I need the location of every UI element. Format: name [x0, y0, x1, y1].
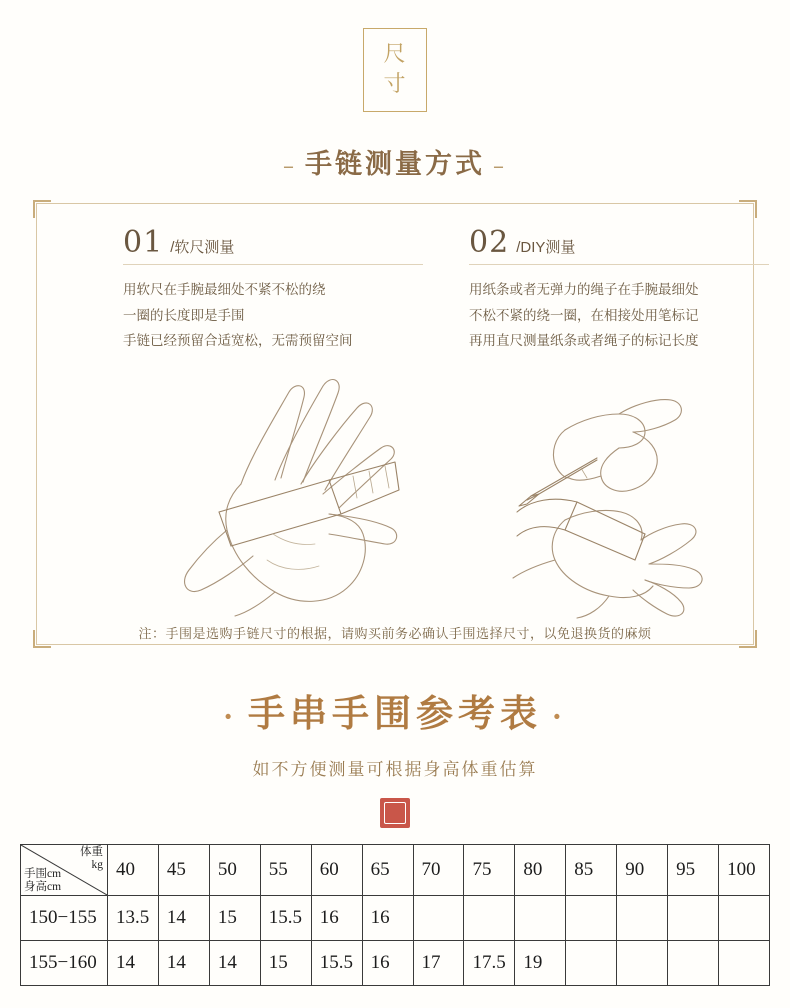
table-col-header: 60 [311, 845, 362, 896]
row-header-height: 150−155 [21, 896, 108, 941]
step-01 [123, 225, 423, 619]
panel-corner-bottom-right [739, 630, 757, 648]
table-cell [515, 896, 566, 941]
table-cell: 14 [158, 941, 209, 986]
table-cell: 15.5 [260, 896, 311, 941]
table-cell [719, 896, 770, 941]
table-cell: 15 [260, 941, 311, 986]
table-cell [617, 941, 668, 986]
table-col-header: 95 [668, 845, 719, 896]
title-dot-right: · [552, 700, 567, 733]
table-corner-header [21, 845, 108, 896]
section-title-text: 手链测量方式 [305, 149, 485, 180]
table-row [21, 941, 770, 986]
corner-label-wrist-unit: cm [47, 867, 62, 880]
steps-columns [67, 225, 723, 619]
table-col-header: 40 [108, 845, 159, 896]
table-col-header: 85 [566, 845, 617, 896]
table-cell [668, 896, 719, 941]
step-01-description [123, 277, 423, 354]
step-01-label: /软尺测量 [170, 238, 235, 256]
panel-corner-top-right [739, 200, 757, 218]
table-col-header: 80 [515, 845, 566, 896]
table-cell: 17 [413, 941, 464, 986]
table-cell [566, 941, 617, 986]
hand-with-tape-measure-illustration [123, 364, 423, 619]
table-cell [719, 941, 770, 986]
step-01-header [123, 225, 423, 265]
table-cell: 13.5 [108, 896, 159, 941]
table-col-header: 100 [719, 845, 770, 896]
step-02-description [469, 277, 769, 354]
panel-corner-bottom-left [33, 630, 51, 648]
chi-cun-seal [363, 28, 427, 112]
corner-label-wrist-text: 手围 [24, 867, 47, 880]
section-title-dash-right: – [493, 154, 507, 179]
section-title [0, 142, 790, 181]
table-cell: 16 [362, 896, 413, 941]
mini-seal-container [0, 798, 790, 828]
step-01-line-3: 手链已经预留合适宽松，无需预留空间 [123, 333, 353, 349]
reference-table-subtitle: 如不方便测量可根据身高体重估算 [252, 760, 538, 779]
step-01-number: 01 [123, 225, 164, 260]
section-title-dash-left: – [283, 154, 297, 179]
step-02-header [469, 225, 769, 265]
table-cell: 14 [158, 896, 209, 941]
measurement-panel [36, 203, 754, 645]
table-cell [464, 896, 515, 941]
table-cell: 17.5 [464, 941, 515, 986]
table-cell: 15.5 [311, 941, 362, 986]
table-cell [566, 896, 617, 941]
table-col-header: 75 [464, 845, 515, 896]
hand-with-paper-strip-and-pen-illustration [469, 364, 769, 619]
step-02 [469, 225, 769, 619]
corner-label-height-unit: cm [47, 880, 62, 893]
panel-corner-top-left [33, 200, 51, 218]
table-cell: 14 [209, 941, 260, 986]
step-01-line-1: 用软尺在手腕最细处不紧不松的绕 [123, 282, 326, 297]
corner-label-height-text: 身高 [24, 880, 47, 893]
table-cell [617, 896, 668, 941]
red-stamp-icon [380, 798, 410, 828]
step-02-line-3: 再用直尺测量纸条或者绳子的标记长度 [469, 333, 699, 349]
seal-char-1: 尺 [383, 42, 407, 68]
table-col-header: 55 [260, 845, 311, 896]
step-02-line-1: 用纸条或者无弹力的绳子在手腕最细处 [469, 282, 699, 297]
table-cell: 19 [515, 941, 566, 986]
header-seal-container [0, 0, 790, 112]
step-02-label: /DIY测量 [516, 238, 576, 256]
table-cell: 15 [209, 896, 260, 941]
table-col-header: 70 [413, 845, 464, 896]
size-reference-table [20, 844, 770, 986]
corner-label-weight-unit: kg [91, 859, 103, 872]
step-02-line-2: 不松不紧的绕一圈，在相接处用笔标记 [469, 307, 699, 323]
table-cell [413, 896, 464, 941]
step-02-number: 02 [469, 225, 510, 260]
seal-char-2: 寸 [383, 72, 407, 97]
size-reference-table-container [20, 844, 770, 986]
measurement-note: 注：手围是选购手链尺寸的根据，请购买前务必确认手围选择尺寸，以免退换货的麻烦 [138, 625, 652, 641]
reference-table-title [0, 683, 790, 737]
table-cell: 14 [108, 941, 159, 986]
table-cell: 16 [311, 896, 362, 941]
title-dot-left: · [223, 700, 238, 733]
table-col-header: 65 [362, 845, 413, 896]
table-col-header: 50 [209, 845, 260, 896]
table-col-header: 45 [158, 845, 209, 896]
title-text: 手串手围参考表 [248, 691, 542, 735]
table-col-header: 90 [617, 845, 668, 896]
table-cell: 16 [362, 941, 413, 986]
table-header-row [21, 845, 770, 896]
table-cell [668, 941, 719, 986]
corner-label-height [24, 868, 61, 894]
corner-label-weight [80, 846, 103, 872]
row-header-height: 155−160 [21, 941, 108, 986]
table-row [21, 896, 770, 941]
corner-label-weight-text: 体重 [80, 846, 103, 858]
step-01-line-2: 一圈的长度即是手围 [123, 307, 245, 323]
